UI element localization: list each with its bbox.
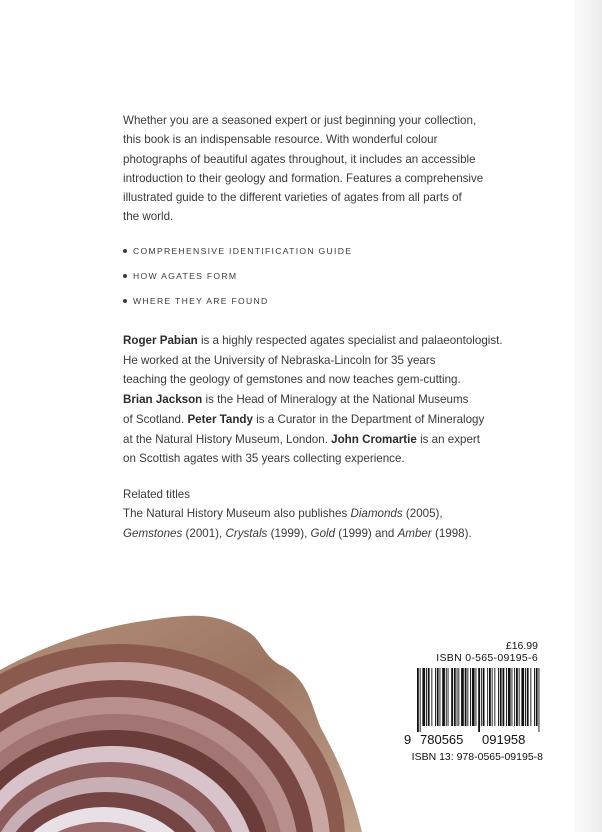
barcode-bar bbox=[508, 668, 511, 726]
bio-text: is an expert bbox=[416, 432, 480, 446]
barcode-bar bbox=[525, 668, 526, 726]
related-titles-heading: Related titles bbox=[123, 488, 191, 501]
bio-text: teaching the geology of gemstones and now teaches gem-cutting. bbox=[123, 373, 461, 387]
bullet-icon bbox=[123, 249, 127, 253]
barcode-bar bbox=[519, 668, 520, 726]
related-year: (2001), bbox=[182, 526, 226, 540]
price-label: £16.99 bbox=[505, 640, 538, 652]
barcode-digit-group: 780565 bbox=[420, 732, 464, 747]
barcode-bar bbox=[440, 668, 441, 726]
barcode-bar bbox=[539, 668, 540, 732]
barcode-bar bbox=[442, 668, 445, 726]
related-title: Gemstones bbox=[123, 526, 183, 540]
related-title: Gold bbox=[310, 526, 336, 540]
book-blurb bbox=[123, 111, 513, 227]
isbn-10-label: ISBN 0-565-09195-6 bbox=[436, 652, 538, 664]
barcode-bar bbox=[476, 668, 477, 726]
feature-item bbox=[123, 244, 352, 269]
barcode-bar bbox=[417, 668, 419, 732]
barcode-bar bbox=[489, 668, 491, 726]
blurb-line: photographs of beautiful agates throughout, it includes an accessible bbox=[123, 152, 476, 166]
author-name: Brian Jackson bbox=[123, 393, 203, 407]
related-year: (2005), bbox=[402, 507, 443, 520]
bio-text: on Scottish agates with 35 years collecting experience. bbox=[123, 452, 405, 466]
barcode-bar bbox=[512, 668, 513, 726]
bio-text: of Scotland. bbox=[123, 412, 188, 426]
barcode-bar bbox=[536, 668, 538, 726]
barcode-bar bbox=[487, 668, 488, 726]
barcode-digit-group: 091958 bbox=[482, 732, 526, 747]
barcode-bar bbox=[481, 668, 482, 726]
bio-text: is a highly respected agates specialist and palaeontologist. bbox=[197, 334, 503, 347]
related-title: Crystals bbox=[225, 526, 268, 540]
author-name: Peter Tandy bbox=[187, 412, 253, 426]
barcode-bar bbox=[454, 668, 456, 726]
barcode-bar bbox=[470, 668, 471, 726]
feature-item bbox=[123, 294, 352, 319]
feature-label: COMPREHENSIVE IDENTIFICATION GUIDE bbox=[133, 246, 353, 256]
barcode-bar bbox=[426, 668, 427, 726]
feature-list bbox=[123, 244, 352, 319]
barcode-bar bbox=[492, 668, 493, 726]
barcode-bar bbox=[437, 668, 439, 726]
related-intro: The Natural History Museum also publishes bbox=[123, 507, 351, 520]
blurb-line: introduction to their geology and formation. Features a comprehensive bbox=[123, 171, 484, 185]
related-year: (1998). bbox=[431, 526, 472, 540]
barcode-bar bbox=[420, 668, 421, 732]
barcode-bar bbox=[506, 668, 507, 726]
bullet-icon bbox=[123, 299, 127, 303]
bio-text: at the Natural History Museum, London. bbox=[123, 432, 332, 446]
barcode-bar bbox=[514, 668, 515, 726]
barcode-bar bbox=[521, 668, 524, 726]
barcode-bar bbox=[461, 668, 464, 726]
barcode-bar bbox=[530, 668, 531, 726]
barcode-bar bbox=[472, 668, 475, 726]
related-title: Amber bbox=[397, 526, 432, 540]
related-year: (1999), bbox=[267, 526, 311, 540]
barcode-bar bbox=[428, 668, 430, 726]
barcode-bar bbox=[516, 668, 518, 726]
barcode-bar bbox=[435, 668, 436, 726]
blurb-line: this book is an indispensable resource. With wonderful colour bbox=[123, 133, 438, 147]
related-year: (1999) and bbox=[335, 526, 398, 540]
feature-label: HOW AGATES FORM bbox=[133, 271, 238, 281]
barcode-bar bbox=[431, 668, 432, 726]
author-bios bbox=[123, 331, 543, 469]
barcode-digit-group: 9 bbox=[404, 732, 412, 747]
barcode-bar bbox=[446, 668, 447, 726]
feature-label: WHERE THEY ARE FOUND bbox=[133, 296, 269, 306]
barcode-bar bbox=[527, 668, 529, 726]
barcode-digits bbox=[404, 732, 544, 750]
barcode-bar bbox=[478, 668, 480, 732]
author-name: John Cromartie bbox=[331, 432, 417, 446]
barcode-bar bbox=[422, 668, 425, 726]
barcode-bar bbox=[465, 668, 467, 726]
bio-text: He worked at the University of Nebraska-Lincoln for 35 years bbox=[123, 353, 436, 367]
blurb-line: illustrated guide to the different varieties of agates from all parts of bbox=[123, 191, 462, 205]
related-title: Diamonds bbox=[350, 507, 403, 520]
related-titles-text bbox=[123, 504, 523, 543]
barcode-bar bbox=[494, 668, 495, 726]
barcode-bar bbox=[498, 668, 499, 726]
barcode-bar bbox=[451, 668, 453, 726]
barcode-bar bbox=[483, 668, 485, 726]
bullet-icon bbox=[123, 274, 127, 278]
barcode-bar bbox=[500, 668, 502, 726]
barcode-bar bbox=[448, 668, 449, 726]
blurb-line: Whether you are a seasoned expert or just beginning your collection, bbox=[123, 114, 477, 127]
barcode-bar bbox=[467, 668, 468, 726]
barcode-bar bbox=[457, 668, 458, 726]
page-edge-shadow bbox=[574, 0, 602, 832]
blurb-line: the world. bbox=[123, 210, 174, 224]
bio-text: is the Head of Mineralogy at the National Museums bbox=[202, 393, 469, 407]
agate-photo bbox=[0, 600, 380, 832]
barcode-bar bbox=[534, 668, 535, 726]
feature-item bbox=[123, 269, 352, 294]
isbn-13-label: ISBN 13: 978-0565-09195-8 bbox=[411, 751, 543, 763]
bio-text: is a Curator in the Department of Mineralogy bbox=[252, 412, 485, 426]
author-name: Roger Pabian bbox=[123, 334, 198, 347]
barcode-bar bbox=[503, 668, 505, 726]
barcode-bar bbox=[458, 668, 459, 726]
barcode bbox=[416, 668, 541, 732]
